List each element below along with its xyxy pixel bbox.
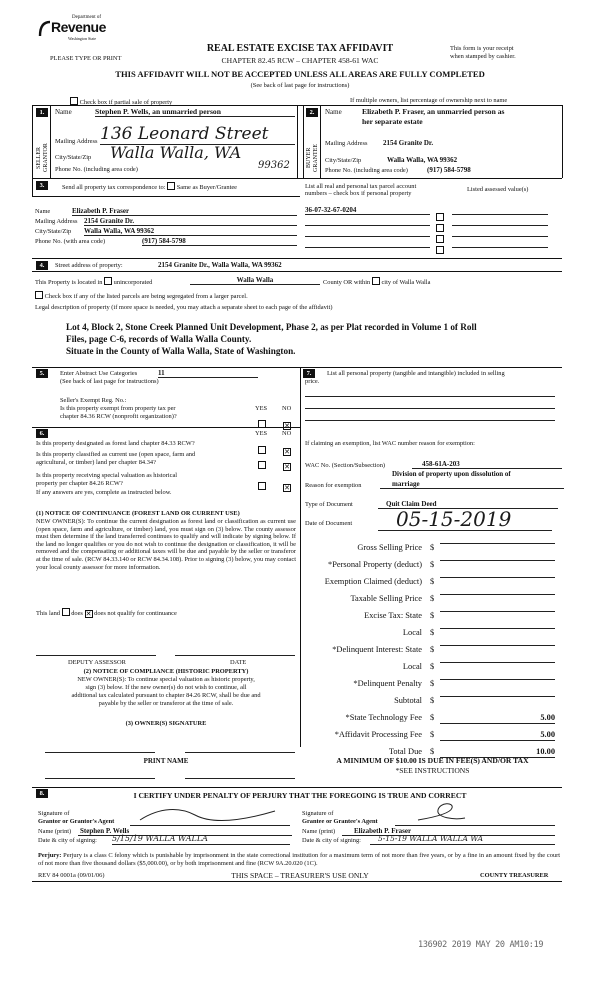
notice1-body: NEW OWNER(S): To continue the current designation as forest land or classification as current use (open space, farm and agriculture, or timber) land, you must sign on (3) below. The county assessor must then determine if the land transferred continues to qualify and will indicate by signing below. If the land no longer qualifies or you do not wish to continue the designation or classification, it will be removed and the compensating or additional taxes will be due and payable by the seller or transferor at the time of sale. (RCW 84.33.140 or RCW 84.34.108). Prior to signing (3) below, you may contact your local county assessor for more information.	[36, 518, 296, 571]
exempt-reg: Seller's Exempt Reg. No.:	[60, 397, 127, 404]
parcel-personal-check-4[interactable]	[436, 240, 444, 258]
parcel-header-2: numbers – check box if personal property	[305, 190, 412, 197]
exemption-label: If claiming an exemption, list WAC number reason for exemption:	[305, 440, 475, 447]
s5-no: NO	[282, 405, 292, 412]
fee-value: 10.00	[440, 747, 555, 758]
legal-line-3: Situate in the County of Walla Walla, State of Washington.	[66, 346, 296, 356]
multiple-owners-note: If multiple owners, list percentage of ownership next to name	[350, 97, 508, 104]
logo-line2: Washington State	[68, 36, 97, 41]
buyer-phone-label: Phone No. (including area code)	[325, 167, 408, 174]
wac-number: 458-61A-203	[412, 460, 562, 469]
fee-dollar-sign: $	[430, 543, 435, 552]
notice2-title: (2) NOTICE OF COMPLIANCE (HISTORIC PROPERTY)	[83, 668, 249, 675]
section-4-number: 4.	[36, 261, 48, 270]
buyer-address-label: Mailing Address	[325, 140, 368, 147]
fee-label: *Affidavit Processing Fee	[334, 730, 422, 739]
abstract-see-back: (See back of last page for instructions)	[60, 378, 159, 385]
property-located: This Property is located in unincorporated	[35, 279, 153, 286]
s3-city-label: City/State/Zip	[35, 228, 72, 235]
send-correspondence: Send all property tax correspondence to: Same as Buyer/Grantee	[62, 184, 238, 191]
fee-dollar-sign: $	[430, 577, 435, 586]
fee-value	[440, 577, 555, 578]
does-check[interactable]	[62, 608, 70, 616]
fee-label: Total Due	[388, 747, 422, 756]
legal-label: Legal description of property (if more space is needed, you may attach a separate sheet to each page of the affidavit)	[35, 304, 333, 311]
seller-zip: 99362	[258, 160, 290, 171]
fee-value	[440, 628, 555, 629]
rev-number: REV 84 0001a (09/01/06)	[38, 872, 105, 879]
city-check[interactable]	[372, 277, 380, 285]
continuance-line: This land does ✕ does not qualify for continuance	[36, 610, 177, 618]
s6-no: NO	[282, 430, 292, 437]
form-see-back: (See back of last page for instructions)	[250, 82, 350, 89]
revenue-logo	[38, 14, 108, 44]
grantor-date-label: Date & city of signing:	[38, 837, 97, 844]
buyer-name-1: Elizabeth P. Fraser, an unmarried person as	[362, 107, 505, 116]
fee-value	[440, 679, 555, 680]
buyer-city-label: City/State/Zip	[325, 157, 362, 164]
owner-signature-label: (3) OWNER(S) SIGNATURE	[125, 720, 207, 727]
abstract-label: Enter Abstract Use Categories	[60, 370, 138, 377]
deputy-assessor-label: DEPUTY ASSESSOR	[68, 659, 126, 666]
section-8-number: 8.	[36, 789, 48, 798]
fee-dollar-sign: $	[430, 713, 435, 722]
buyer-phone: (917) 584-5798	[427, 166, 471, 174]
fee-value	[440, 543, 555, 544]
seller-name: Stephen P. Wells, an unmarried person	[95, 107, 295, 117]
fee-dollar-sign: $	[430, 730, 435, 739]
form-chapter: CHAPTER 82.45 RCW – CHAPTER 458-61 WAC	[221, 56, 379, 65]
assessor-date-label: DATE	[230, 659, 247, 666]
grantee-date-label: Date & city of signing:	[302, 837, 361, 844]
s3-phone: (917) 584-5798	[142, 237, 297, 246]
notice2-body-2: sign (3) below. If the new owner(s) do not wish to continue, all	[85, 684, 247, 691]
please-type: PLEASE TYPE OR PRINT	[50, 55, 122, 62]
fee-dollar-sign: $	[430, 594, 435, 603]
seller-phone-label: Phone No. (including area code)	[55, 166, 138, 173]
section-7-number: 7.	[303, 369, 315, 378]
fee-value	[440, 645, 555, 646]
s3-city: Walla Walla, WA 99362	[84, 227, 297, 236]
minimum-line-1: A MINIMUM OF $10.00 IS DUE IN FEE(S) AND/OR TAX	[336, 756, 529, 765]
grantee-agent-label: Grantee or Grantee's Agent	[302, 818, 378, 825]
legal-line-2: Files, page C-6, records of Walla Walla County.	[66, 334, 252, 344]
section-3-number: 3.	[36, 181, 48, 190]
county-name: Walla Walla	[190, 276, 320, 285]
fee-value	[440, 662, 555, 663]
q-forest: Is this property designated as forest land chapter 84.33 RCW?	[36, 440, 195, 447]
doc-date-label: Date of Document	[305, 520, 353, 527]
fee-dollar-sign: $	[430, 628, 435, 637]
assessed-header: Listed assessed value(s)	[467, 186, 529, 193]
fee-dollar-sign: $	[430, 696, 435, 705]
grantee-name-label: Name (print)	[302, 828, 336, 835]
seller-address-label: Mailing Address	[55, 138, 98, 145]
current-use-yes-check[interactable]	[258, 455, 266, 473]
fee-dollar-sign: $	[430, 662, 435, 671]
fee-label: Gross Selling Price	[357, 543, 422, 552]
grantor-date: 5/15/19 WALLA WALLA	[112, 834, 290, 845]
abstract-value: 11	[158, 369, 258, 378]
minimum-line-2: *SEE INSTRUCTIONS	[395, 766, 470, 775]
q-historic-1: Is this property receiving special valuation as historical	[36, 472, 178, 479]
receipt-note-2: when stamped by cashier.	[450, 53, 516, 60]
personal-label-1: List all personal property (tangible and intangible) included in selling	[327, 370, 505, 377]
grantor-name-label: Name (print)	[38, 828, 72, 835]
notice1-title: (1) NOTICE OF CONTINUANCE (FOREST LAND OR CURRENT USE)	[36, 510, 240, 517]
q-historic-2: property per chapter 84.26 RCW?	[36, 480, 123, 487]
county-treasurer: COUNTY TREASURER	[480, 872, 549, 879]
fee-label: Subtotal	[394, 696, 422, 705]
logo-line1: Department of	[72, 15, 102, 20]
parcel-number: 36-07-32-67-0204	[305, 206, 430, 215]
fee-label: *Delinquent Interest: State	[332, 645, 422, 654]
section-6-number: 6.	[36, 429, 48, 438]
fee-value: 5.00	[440, 730, 555, 741]
partial-sale-check[interactable]: Check box if partial sale of property	[70, 97, 172, 107]
parcel-header-1: List all real and personal tax parcel account	[305, 183, 417, 190]
section-1-number: 1.	[36, 108, 48, 117]
fee-label: *State Technology Fee	[345, 713, 422, 722]
fee-value	[440, 594, 555, 595]
fee-dollar-sign: $	[430, 679, 435, 688]
section-2-number: 2.	[306, 108, 318, 117]
doc-type: Quit Claim Deed	[378, 500, 558, 509]
grantee-date: 5-15-19 WALLA WALLA WA	[370, 834, 555, 845]
s3-address: 2154 Granite Dr.	[84, 217, 297, 226]
fee-label: Local	[402, 662, 422, 671]
seller-name-label: Name	[55, 108, 72, 116]
seller-address: 136 Leonard Street	[100, 124, 295, 145]
notice2-body-4: payable by the seller or transferor at the time of sale.	[98, 700, 234, 707]
reason-1: Division of property upon dissolution of	[392, 470, 511, 478]
exempt-q2: chapter 84.36 RCW (nonprofit organization)?	[60, 413, 177, 420]
print-name-label: PRINT NAME	[143, 757, 189, 765]
street-address: 2154 Granite Dr., Walla Walla, WA 99362	[158, 261, 282, 269]
s3-address-label: Mailing Address	[35, 218, 78, 225]
grantor-name: Stephen P. Wells	[78, 827, 292, 836]
certify-statement: I CERTIFY UNDER PENALTY OF PERJURY THAT THE FOREGOING IS TRUE AND CORRECT	[133, 791, 467, 800]
exempt-no-check[interactable]: ✕	[284, 422, 290, 430]
q-current-use-1: Is this property classified as current use (open space, farm and	[36, 451, 196, 458]
section-5-number: 5.	[36, 369, 48, 378]
buyer-name-2: her separate estate	[362, 117, 423, 126]
recording-stamp: 136902 2019 MAY 20 AM10:19	[418, 940, 544, 950]
grantee-sig-label: Signature of	[302, 810, 334, 817]
grantee-signature	[410, 800, 470, 825]
fee-value	[440, 696, 555, 697]
historic-yes-check[interactable]	[258, 476, 266, 494]
revenue-logo-icon	[38, 20, 52, 38]
receipt-note-1: This form is your receipt	[450, 45, 514, 52]
buyer-side-label: BUYER GRANTEE	[306, 144, 319, 172]
q-if-yes: If any answers are yes, complete as instructed below.	[36, 489, 172, 496]
buyer-city: Walla Walla, WA 99362	[387, 156, 458, 164]
form-title: REAL ESTATE EXCISE TAX AFFIDAVIT	[206, 43, 394, 54]
fee-dollar-sign: $	[430, 560, 435, 569]
s3-name: Elizabeth P. Fraser	[72, 207, 297, 216]
forest-no-check[interactable]: ✕	[284, 448, 290, 456]
treasurer-space: THIS SPACE – TREASURER'S USE ONLY	[231, 871, 369, 880]
fee-dollar-sign: $	[430, 611, 435, 620]
s3-phone-label: Phone No. (with area code)	[35, 238, 106, 245]
does-not-check[interactable]: ✕	[85, 610, 92, 618]
fee-label: Exemption Claimed (deduct)	[324, 577, 422, 586]
county-or-within: County OR within city of Walla Walla	[323, 279, 431, 286]
grantee-name: Elizabeth P. Fraser	[342, 827, 555, 836]
notice2-body-3: additional tax calculated pursuant to chapter 84.26 RCW, shall be due and	[71, 692, 261, 699]
unincorporated-check[interactable]	[104, 277, 112, 285]
current-use-no-check[interactable]: ✕	[284, 463, 290, 471]
doc-date: 05-15-2019	[378, 508, 552, 531]
s5-yes: YES	[255, 405, 268, 412]
grantor-signature	[135, 805, 285, 825]
seller-side-label: SELLER GRANTOR	[36, 143, 49, 173]
segregated-check[interactable]: Check box if any of the listed parcels are being segregated from a larger parcel.	[35, 291, 248, 301]
fee-dollar-sign: $	[430, 645, 435, 654]
buyer-address: 2154 Granite Dr.	[383, 139, 434, 147]
exempt-q1: Is this property exempt from property tax per	[60, 405, 176, 412]
form-warning: THIS AFFIDAVIT WILL NOT BE ACCEPTED UNLESS ALL AREAS ARE FULLY COMPLETED	[115, 69, 485, 79]
s3-name-label: Name	[35, 208, 51, 215]
buyer-name-label: Name	[325, 108, 342, 116]
fee-value	[440, 611, 555, 612]
fee-label: Taxable Selling Price	[350, 594, 422, 603]
doc-type-label: Type of Document	[305, 501, 353, 508]
grantor-agent-label: Grantor or Grantor's Agent	[38, 818, 115, 825]
street-label: Street address of property:	[55, 262, 123, 269]
logo-name: Revenue	[51, 19, 106, 35]
seller-city-label: City/State/Zip	[55, 154, 92, 161]
wac-label: WAC No. (Section/Subsection)	[305, 462, 386, 469]
legal-line-1: Lot 4, Block 2, Stone Creek Planned Unit Development, Phase 2, as per Plat recorded in Volume 1 of Roll	[66, 322, 477, 332]
fee-label: *Delinquent Penalty	[353, 679, 422, 688]
s6-yes: YES	[255, 430, 268, 437]
fee-value: 5.00	[440, 713, 555, 724]
fee-dollar-sign: $	[430, 747, 435, 756]
fee-label: Excise Tax: State	[364, 611, 422, 620]
historic-no-check[interactable]: ✕	[284, 484, 290, 492]
q-current-use-2: agricultural, or timber) land per chapter 84.34?	[36, 459, 156, 466]
seller-city: Walla Walla, WA	[110, 143, 242, 162]
perjury-notice: Perjury: Perjury is a class C felony which is punishable by imprisonment in the state correctional institution for a maximum term of not more than five years, or by a fine in an amount fixed by the court of not more than five thousand dollars ($5,000.00), or by both imprisonment and fine (RCW 9A.20.020 (1C).	[38, 852, 560, 867]
fee-value	[440, 560, 555, 561]
fee-label: Local	[402, 628, 422, 637]
reason-label: Reason for exemption	[305, 482, 362, 489]
notice2-body-1: NEW OWNER(S): To continue special valuation as historic property,	[77, 676, 255, 683]
reason-2: marriage	[380, 480, 564, 489]
personal-label-2: price.	[305, 378, 320, 385]
same-as-buyer-check[interactable]	[167, 182, 175, 190]
fee-label: *Personal Property (deduct)	[328, 560, 422, 569]
grantor-sig-label: Signature of	[38, 810, 70, 817]
